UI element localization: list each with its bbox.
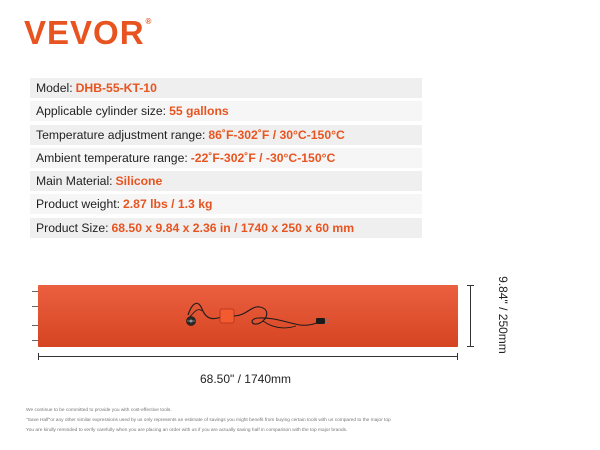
spec-value: 2.87 lbs / 1.3 kg xyxy=(123,197,213,212)
spec-row-weight xyxy=(30,194,422,214)
spec-row-size xyxy=(30,218,422,238)
spec-value: 55 gallons xyxy=(169,104,229,119)
spec-table xyxy=(30,78,422,241)
disclaimer-line: "Save Half"or any other similar expressions used by us only represents an estimate of savings you might benefit from buying certain tools with us compared to the major top xyxy=(26,418,391,423)
width-dimension-cap xyxy=(467,285,474,286)
spec-label: Product weight: xyxy=(36,197,121,212)
spec-row-temp-adjust xyxy=(30,125,422,145)
spec-value: 86˚F-302˚F / 30°C-150°C xyxy=(208,127,345,142)
disclaimer-line: We continue to be committed to provide you with cost-effective tools. xyxy=(26,408,172,413)
heating-blanket-image xyxy=(38,285,458,347)
spec-label: Ambient temperature range: xyxy=(36,150,188,165)
vevor-logo xyxy=(24,16,152,49)
width-dimension-line xyxy=(470,285,471,347)
disclaimer-notes xyxy=(26,406,586,436)
brand-name: VEVOR xyxy=(24,14,145,51)
disclaimer-line: You are kindly reminded to verify carefully when you are placing an order with us if you are actually saving half in comparison with the top major brands. xyxy=(26,428,348,433)
length-dimension-cap xyxy=(38,353,39,360)
spec-value: 68.50 x 9.84 x 2.36 in / 1740 x 250 x 60 mm xyxy=(111,220,355,235)
spec-row-model xyxy=(30,78,422,98)
spec-label: Model: xyxy=(36,81,73,95)
spec-value: DHB-55-KT-10 xyxy=(75,81,157,95)
spec-label: Temperature adjustment range: xyxy=(36,127,206,142)
length-dimension-label: 68.50" / 1740mm xyxy=(200,372,291,386)
spec-value: -22˚F-302˚F / -30°C-150°C xyxy=(190,150,336,165)
spec-row-material xyxy=(30,171,422,191)
length-dimension-cap xyxy=(457,353,458,360)
spec-label: Applicable cylinder size: xyxy=(36,104,167,119)
spec-row-ambient-temp xyxy=(30,148,422,168)
registered-mark: ® xyxy=(145,17,153,26)
spec-value: Silicone xyxy=(115,174,163,189)
spec-row-cylinder-size xyxy=(30,101,422,121)
width-dimension-label: 9.84" / 250mm xyxy=(496,276,510,354)
width-dimension-cap xyxy=(467,346,474,347)
spec-label: Main Material: xyxy=(36,174,113,189)
thermostat-cord-illustration xyxy=(38,285,458,347)
spec-label: Product Size: xyxy=(36,220,109,235)
length-dimension-line xyxy=(38,356,458,357)
